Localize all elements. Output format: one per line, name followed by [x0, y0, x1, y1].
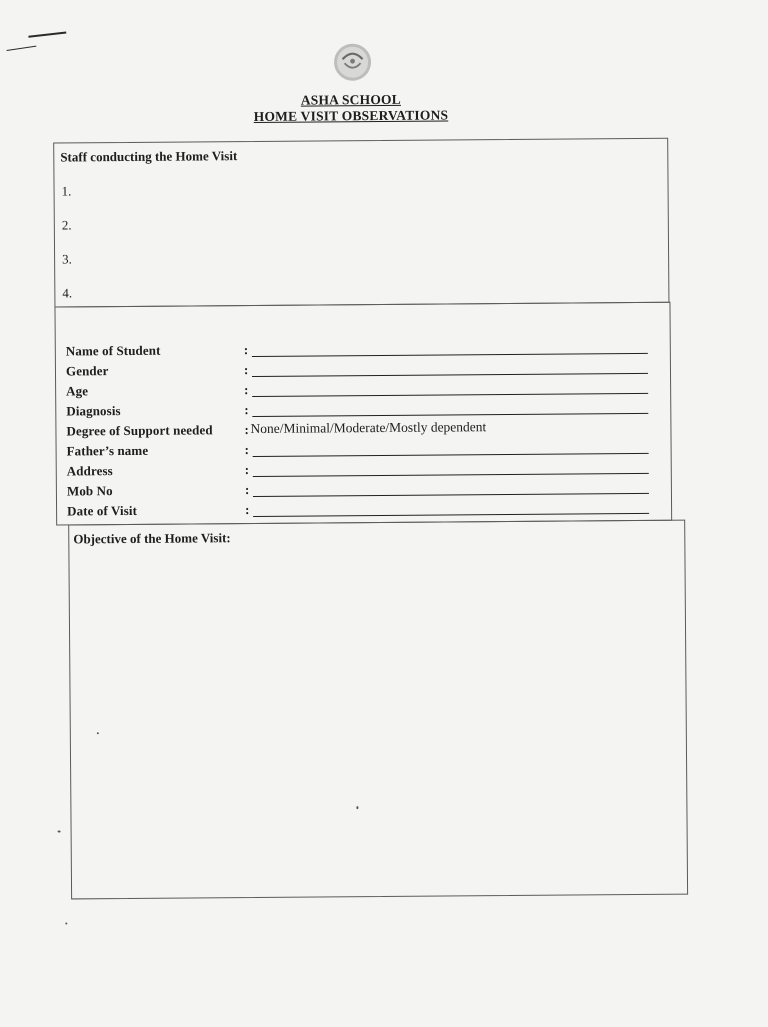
- staff-entry-3[interactable]: 3.: [62, 251, 72, 267]
- form-title: HOME VISIT OBSERVATIONS: [253, 107, 449, 124]
- scan-speck: [65, 922, 67, 924]
- address-field[interactable]: [253, 473, 649, 477]
- support-degree-label: Degree of Support needed: [66, 422, 213, 439]
- student-name-label: Name of Student: [65, 342, 161, 359]
- gender-colon: :: [243, 362, 249, 378]
- gender-label: Gender: [65, 363, 109, 379]
- student-details-section: [54, 302, 672, 526]
- mobile-label: Mob No: [66, 483, 113, 499]
- student-name-colon: :: [243, 342, 249, 358]
- school-logo-icon: [332, 42, 372, 82]
- objective-section[interactable]: [68, 520, 688, 900]
- age-colon: :: [244, 382, 249, 398]
- diagnosis-field[interactable]: [252, 413, 648, 417]
- objective-label: Objective of the Home Visit:: [73, 530, 231, 547]
- school-name: ASHA SCHOOL: [300, 91, 401, 108]
- age-label: Age: [66, 383, 89, 399]
- scan-mark: [7, 46, 37, 51]
- student-name-field[interactable]: [252, 353, 648, 357]
- scan-speck: [97, 732, 99, 734]
- visit-date-colon: :: [245, 502, 250, 518]
- scan-mark: [28, 31, 66, 37]
- staff-entry-4[interactable]: 4.: [62, 285, 73, 301]
- staff-section: [53, 138, 669, 308]
- support-degree-options[interactable]: None/Minimal/Moderate/Mostly dependent: [250, 419, 487, 437]
- address-colon: :: [244, 462, 250, 478]
- father-name-colon: :: [244, 442, 250, 458]
- scan-speck: [58, 831, 61, 833]
- father-name-label: Father’s name: [66, 442, 149, 459]
- staff-entry-1[interactable]: 1.: [61, 183, 72, 199]
- age-field[interactable]: [252, 393, 648, 397]
- address-label: Address: [66, 463, 113, 479]
- scan-speck: [356, 806, 358, 809]
- gender-field[interactable]: [252, 373, 648, 377]
- support-degree-colon: :: [244, 422, 249, 438]
- staff-section-label: Staff conducting the Home Visit: [60, 148, 238, 165]
- visit-date-label: Date of Visit: [67, 502, 138, 519]
- diagnosis-colon: :: [244, 402, 249, 418]
- visit-date-field[interactable]: [253, 513, 649, 517]
- mobile-field[interactable]: [253, 493, 649, 497]
- diagnosis-label: Diagnosis: [66, 403, 121, 419]
- mobile-colon: :: [244, 482, 250, 498]
- staff-entry-2[interactable]: 2.: [61, 217, 72, 233]
- father-name-field[interactable]: [253, 453, 649, 457]
